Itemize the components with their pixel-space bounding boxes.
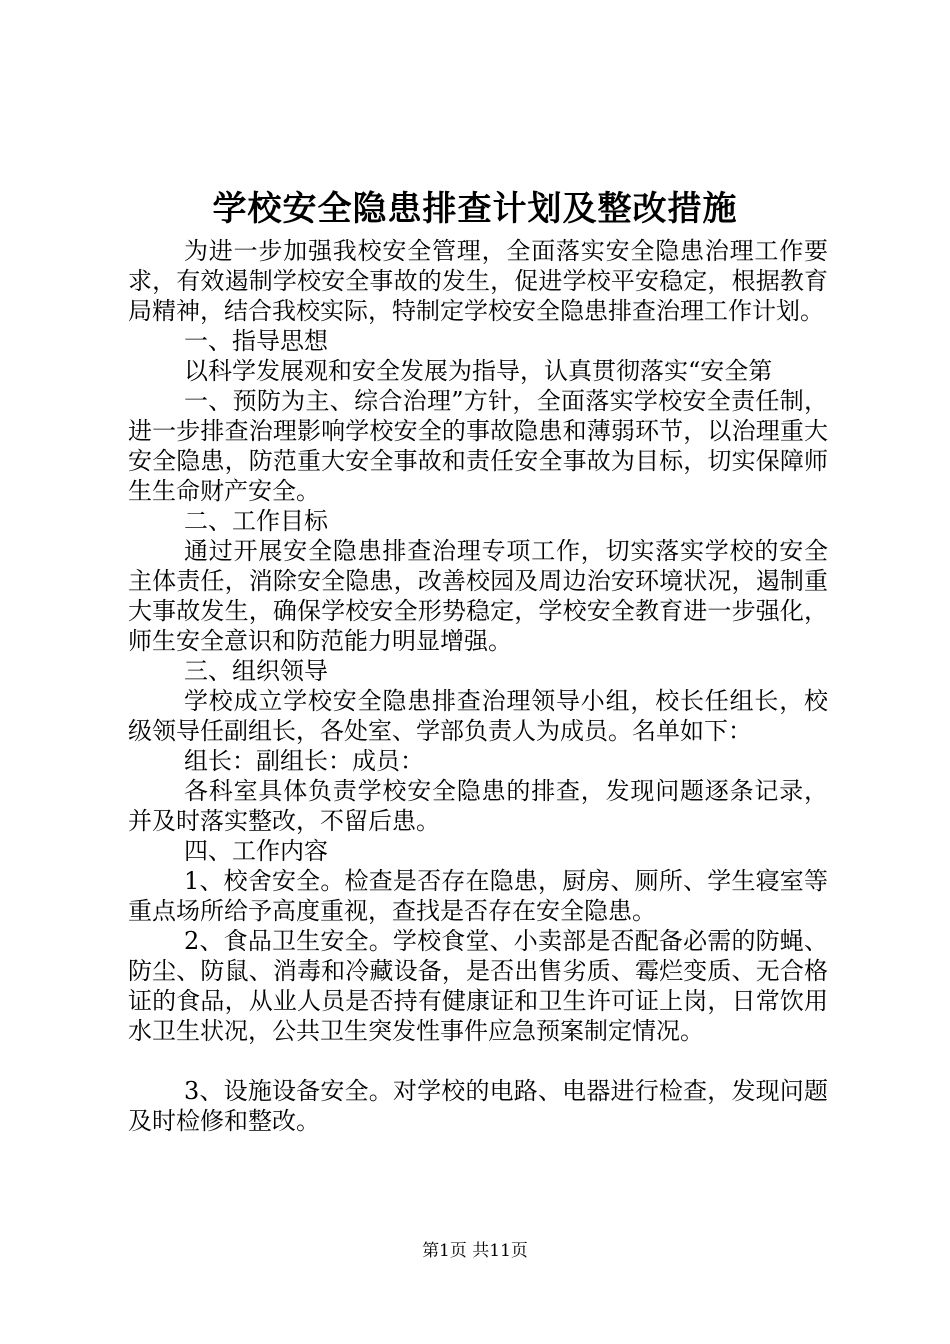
paragraph-guiding-thought-1: 以科学发展观和安全发展为指导，认真贯彻落实“安全第 [184,357,773,385]
paragraph-facility-safety: 3、设施设备安全。对学校的电路、电器进行检查，发现问题及时检修和整改。 [128,1077,828,1135]
page-number: 第1页 共11页 [422,1241,528,1261]
paragraph-organization: 学校成立学校安全隐患排查治理领导小组，校长任组长，校级领导任副组长，各处室、学部负责人为成员。名单如下： [128,687,828,745]
document-title: 学校安全隐患排查计划及整改措施 [212,189,738,229]
section-heading-organization: 三、组织领导 [184,657,328,685]
section-heading-work-goals: 二、工作目标 [184,507,328,535]
paragraph-responsibility: 各科室具体负责学校安全隐患的排查，发现问题逐条记录，并及时落实整改，不留后患。 [128,777,828,835]
section-heading-work-content: 四、工作内容 [184,837,328,865]
paragraph-member-list: 组长：副组长：成员： [184,747,424,775]
paragraph-intro: 为进一步加强我校安全管理，全面落实安全隐患治理工作要求，有效遏制学校安全事故的发生，促进学校平安稳定，根据教育局精神，结合我校实际，特制定学校安全隐患排查治理工作计划。 [128,237,828,325]
section-heading-guiding-thought: 一、指导思想 [184,327,328,355]
paragraph-food-safety: 2、食品卫生安全。学校食堂、小卖部是否配备必需的防蝇、防尘、防鼠、消毒和冷藏设备，是否出售劣质、霉烂变质、无合格证的食品，从业人员是否持有健康证和卫生许可证上岗，日常饮用水卫生状况，公共卫生突发性事件应急预案制定情况。 [128,927,828,1045]
paragraph-building-safety: 1、校舍安全。检查是否存在隐患，厨房、厕所、学生寝室等重点场所给予高度重视，查找是否存在安全隐患。 [128,867,828,925]
paragraph-guiding-thought-2: 一、预防为主、综合治理”方针，全面落实学校安全责任制，进一步排查治理影响学校安全的事故隐患和薄弱环节，以治理重大安全隐患，防范重大安全事故和责任安全事故为目标，切实保障师生生命财产安全。 [128,387,828,505]
paragraph-work-goals: 通过开展安全隐患排查治理专项工作，切实落实学校的安全主体责任，消除安全隐患，改善校园及周边治安环境状况，遏制重大事故发生，确保学校安全形势稳定，学校安全教育进一步强化，师生安全意识和防范能力明显增强。 [128,537,828,655]
document-body [128,236,828,1136]
